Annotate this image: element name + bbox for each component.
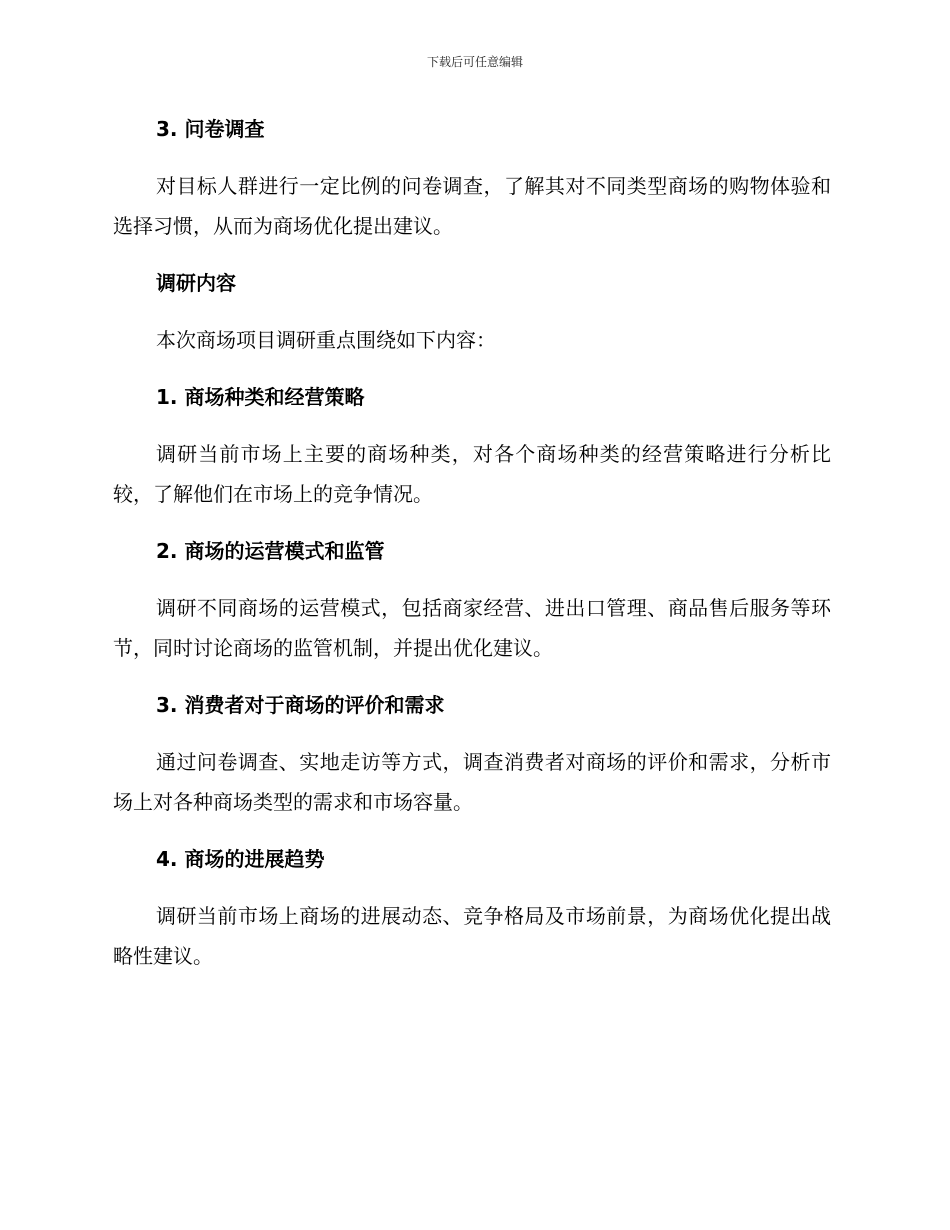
document-body bbox=[113, 110, 831, 994]
section-heading-mall-types: 1. 商场种类和经营策略 bbox=[156, 385, 365, 409]
section-heading-trends: 4. 商场的进展趋势 bbox=[156, 847, 325, 871]
paragraph-trends: 调研当前市场上商场的进展动态、竞争格局及市场前景，为商场优化提出战略性建议。 bbox=[113, 904, 831, 968]
paragraph-questionnaire: 对目标人群进行一定比例的问卷调查，了解其对不同类型商场的购物体验和选择习惯，从而为商场优化提出建议。 bbox=[113, 174, 831, 238]
paragraph-mall-types: 调研当前市场上主要的商场种类，对各个商场种类的经营策略进行分析比较，了解他们在市场上的竞争情况。 bbox=[113, 442, 831, 506]
paragraph-research-intro: 本次商场项目调研重点围绕如下内容： bbox=[156, 328, 496, 352]
paragraph-consumer-needs: 通过问卷调查、实地走访等方式，调查消费者对商场的评价和需求，分析市场上对各种商场类型的需求和市场容量。 bbox=[113, 750, 831, 814]
section-heading-operation-mode: 2. 商场的运营模式和监管 bbox=[156, 539, 385, 563]
section-heading-questionnaire: 3. 问卷调查 bbox=[156, 117, 265, 141]
page-header-note: 下载后可任意编辑 bbox=[426, 55, 523, 69]
section-heading-research-content: 调研内容 bbox=[156, 271, 236, 295]
paragraph-operation-mode: 调研不同商场的运营模式，包括商家经营、进出口管理、商品售后服务等环节，同时讨论商场的监管机制，并提出优化建议。 bbox=[113, 596, 831, 660]
section-heading-consumer-needs: 3. 消费者对于商场的评价和需求 bbox=[156, 693, 445, 717]
